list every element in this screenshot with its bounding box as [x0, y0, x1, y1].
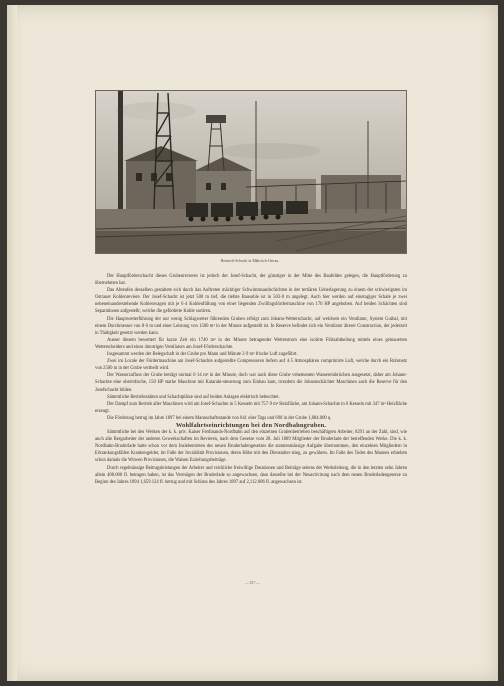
- paragraph: Die Förderung betrug im Jahre 1897 bei einem Mannschaftsstande von 641 ober Tags und 690 in der Grube 1,884.000 q.: [107, 415, 332, 421]
- paragraph: Sämmtliche Betriebsstätten und Schachtplätze sind auf beiden Anlagen elektrisch beleuchtet.: [107, 394, 280, 400]
- paragraph: Der Wasserzufluss der Grube beträgt normal 0·14 m³ in der Minute, doch war auch diese Grube vehementen Wassereinbrüchen ausgesetzt, daher am Johann-Schachte eine oberirdische, 150 HP starke Maschine mit Katarakt-steuerung zum Einbau kam, trotzdem die Johannschächter Maschinen auch die Reserve für den Josefschacht bilden.: [95, 373, 407, 393]
- paragraph: Insgesammt werden der Belegschaft in der Grube pro Mann und Minute 3·9 m³ frische Luft zugeführt.: [107, 352, 298, 358]
- page-spine-shadow: [7, 5, 17, 681]
- paragraph: Der Dampf zum Betrieb aller Maschinen wird am Josef-Schachte in 5 Kesseln mit 757·9 m² Heizfläche, am Johann-Schachte in 6 Kesseln mit 347 m² Heizfläche erzeugt.: [95, 401, 407, 414]
- article-body: [95, 273, 407, 486]
- paragraph: Das Abteufen desselben gestaltete sich durch das Auftreten mächtiger Schwimmsandschichten in der tertiären Ueberlagerung zu einem der schwierigsten im Ostrauer Kohlenreviere. Der Josef-Schacht ist jetzt 500 m tief, die tiefste Bausohle ist in 503·8 m angelegt. Auch hier werden auf einetagiger Schale je zwei nebeneinanderstehende Kohlenwagen mit je 6·4 Kohlenfüllung von einer liegenden Zwillingsfördermaschine von 170 HP angehoben. Auf beiden Schächten sind Separationen aufgestellt, welche die geförderte Kohle sortiren.: [95, 288, 407, 315]
- paragraph: Zwei im Locale der Fördermaschine am Josef-Schachte aufgestellte Compressoren liefern auf 4·5 Atmosphären comprimirte Luft, welche durch ein Rohrnetz von 2500 m in der Grube vertheilt wird.: [95, 359, 407, 372]
- paragraph: Ausser diesem bewettert für kurze Zeit ein 1740 m³ in der Minute betragender Wetterstrom eine isolirte Flötzabtheilung mittels eines gemauerten Wetterscheiders und eines 4motrigen Ventilators am Josef-Förderschachte.: [95, 337, 407, 350]
- colliery-illustration: [96, 91, 406, 253]
- page-number: — 817 —: [244, 581, 261, 585]
- paragraph: Der Hauptförderschacht dieses Grubenrevieres ist jedoch der Josef-Schacht, der günstiger in der Mitte des Baufeldes gelegen, die Hauptförderung zu übernehmen hat.: [95, 274, 407, 287]
- paragraph: Sämmtliche bei den Werken der k. k. priv. Kaiser Ferdinands-Nordbahn auf den einzelnen Grubenbetrieben beschäftigten Arbeiter, 6291 an der Zahl, sind, wie auch alle Bergarbeiter der anderen Gewerkschaften im Revieren, nach dem Gesetze vom 28. Juli 1889 Mitglieder der Bruderlade der betreffenden Werke. Die k. k. Nordbahn-Bruderlade hatte schon vor dem Inslebentreten des neuen Bruderladengesetzes die statutenmässige Aufgabe übernommen, den einzelnen Mitgliedern in Erkrankungsfällen Krankengelder, im Falle der Invalidität Provisionen, deren Höhe mit den Dienstalter stieg, zu gewähren. Im Falle des Todes des Mannes erhielten schon damals die Witwen Provisionen, die Waisen Erziehungsbeiträge.: [95, 430, 407, 464]
- section-heading: Wohlfahrtseinrichtungen bei den Nordbahngruben.: [175, 421, 327, 429]
- paragraph: Durch regelmässige Beitragsleistungen der Arbeiter und reichliche freiwillige Dotationen und Beiträge seitens der Werksleitung, die in den letzten zehn Jahren allein 408.000 fl. betragen haben, ist das Vermögen der Bruderlade so angewachsen, dass dasselbe bei der Neuactivirung nach dem neuen Bruderladengesetze zu Beginn des Jahres 1894 1,659.124 fl. betrug und mit Schluss des Jahres 1897 auf 2,112.086 fl. angewachsen ist.: [95, 465, 407, 485]
- mine-photograph: [95, 90, 407, 254]
- document-page: [7, 5, 498, 681]
- paragraph: Die Hauptwetterführung der nur wenig Schlagwetter führenden Gruben erfolgt zum Johann-Wetterschacht, auf welchem ein Ventilator, System Guibal, mit einem Durchmesser von 8·6 m und einer Leistung von 1500 m³ in der Minute aufgestellt ist. In Reserve befindet sich ein Ventilator älterer Construction, der jederzeit in Thätigkeit gesetzt werden kann.: [95, 316, 407, 336]
- photo-caption: Heinrich-Schacht in Mährisch-Ostrau.: [220, 259, 280, 263]
